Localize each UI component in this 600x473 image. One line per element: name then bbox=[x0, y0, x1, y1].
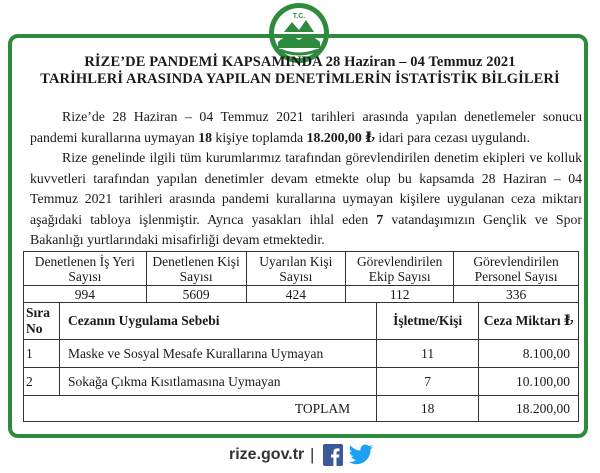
summary-value: 112 bbox=[346, 286, 454, 303]
row-amount: 8.100,00 bbox=[479, 340, 579, 368]
row-reason: Sokağa Çıkma Kısıtlamasına Uymayan bbox=[59, 368, 376, 396]
table-row bbox=[24, 340, 579, 368]
summary-value: 5609 bbox=[146, 286, 246, 303]
paragraph-1 bbox=[30, 107, 582, 148]
total-amount: 18.200,00 bbox=[479, 396, 579, 422]
row-reason: Maske ve Sosyal Mesafe Kurallarına Uymayan bbox=[59, 340, 376, 368]
summary-header-row bbox=[24, 252, 579, 286]
row-amount: 10.100,00 bbox=[479, 368, 579, 396]
summary-header: Görevlendirilen Personel Sayısı bbox=[454, 252, 579, 286]
row-index: 1 bbox=[24, 340, 60, 368]
logo-text: T.C. bbox=[292, 13, 306, 20]
penalty-header: İşletme/Kişi bbox=[377, 303, 479, 340]
row-index: 2 bbox=[24, 368, 60, 396]
title-line-2: TARİHLERİ ARASINDA YAPILAN DENETİMLERİN İSTATİSTİK BİLGİLERİ bbox=[40, 71, 560, 87]
twitter-icon[interactable] bbox=[348, 444, 374, 466]
summary-value: 424 bbox=[246, 286, 346, 303]
penalty-table bbox=[23, 302, 579, 422]
page-title bbox=[20, 54, 580, 88]
p2-text-a: Rize genelinde ilgili tüm kurumlarımız tarafından görevlendirilen denetim ekipleri ve kolluk kuvvetleri tarafından yapılan denetimler devam etmekte olup bu kapsamda 28 Haziran – 04 Temmuz 2021 tarihleri arasında pandemi kurallarına uymayan kişilere uygulanan ceza miktarı aşağıdaki tabloya işlenmiştir. Ayrıca yasakları ihlal eden bbox=[30, 150, 582, 227]
summary-header: Denetlenen İş Yeri Sayısı bbox=[24, 252, 147, 286]
summary-value-row bbox=[24, 286, 579, 303]
p2-count: 7 bbox=[376, 211, 384, 227]
site-link[interactable]: rize.gov.tr bbox=[229, 446, 305, 463]
total-label: TOPLAM bbox=[24, 396, 377, 422]
row-count: 7 bbox=[377, 368, 479, 396]
summary-value: 336 bbox=[454, 286, 579, 303]
table-row bbox=[24, 368, 579, 396]
p1-text-c: kişiye toplamda bbox=[211, 129, 307, 145]
total-row bbox=[24, 396, 579, 422]
p1-text-e: idari para cezası uygulandı. bbox=[374, 129, 531, 145]
total-count: 18 bbox=[377, 396, 479, 422]
summary-value: 994 bbox=[24, 286, 147, 303]
p1-amount: 18.200,00 ₺ bbox=[306, 129, 375, 145]
summary-header: Uyarılan Kişi Sayısı bbox=[246, 252, 346, 286]
p1-text-a: Rize’de 28 Haziran – 04 Temmuz 2021 tarihleri arasında yapılan denetlemeler sonucu pandemi kurallarına uymayan bbox=[30, 109, 582, 145]
p2-text-c: vatandaşımızın Gençlik ve Spor Bakanlığı yurtlarındaki misafirliği devam etmektedir. bbox=[30, 211, 582, 247]
paragraph-2 bbox=[30, 148, 582, 251]
footer bbox=[0, 442, 600, 470]
summary-header: Denetlenen Kişi Sayısı bbox=[146, 252, 246, 286]
facebook-icon[interactable] bbox=[323, 444, 343, 466]
penalty-header-row bbox=[24, 303, 579, 340]
penalty-header: Sıra No bbox=[24, 303, 60, 340]
summary-table bbox=[23, 251, 579, 303]
footer-separator: | bbox=[310, 445, 315, 464]
summary-header: Görevlendirilen Ekip Sayısı bbox=[346, 252, 454, 286]
penalty-header: Cezanın Uygulama Sebebi bbox=[59, 303, 376, 340]
penalty-header: Ceza Miktarı ₺ bbox=[479, 303, 579, 340]
row-count: 11 bbox=[377, 340, 479, 368]
p1-count: 18 bbox=[198, 129, 212, 145]
title-line-1: RİZE’DE PANDEMİ KAPSAMINDA 28 Haziran – 04 Temmuz 2021 bbox=[84, 54, 516, 70]
